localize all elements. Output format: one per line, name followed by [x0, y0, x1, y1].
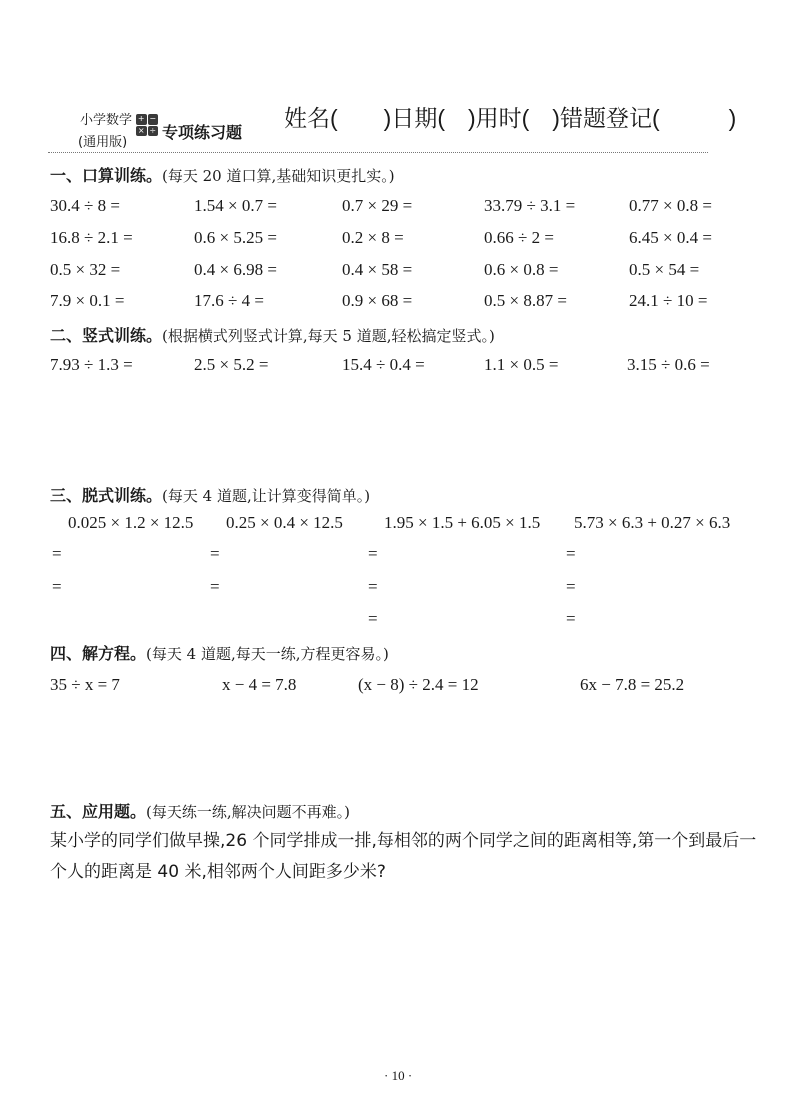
times-glyph: × [137, 125, 145, 135]
oral-item: 0.4 × 6.98 = [194, 260, 277, 279]
oral-item: 0.7 × 29 = [342, 196, 413, 215]
section-title: 三、脱式训练。 [50, 486, 163, 505]
oral-item: 0.5 × 54 = [629, 260, 700, 279]
section-vertical-heading [50, 323, 495, 346]
oral-item: 0.77 × 0.8 = [629, 196, 712, 215]
answer-line-equals: = [52, 577, 62, 596]
oral-item: 16.8 ÷ 2.1 = [50, 228, 133, 247]
answer-line-equals: = [210, 577, 220, 596]
stepwise-item: 0.025 × 1.2 × 12.5 [68, 513, 194, 532]
oral-item: 30.4 ÷ 8 = [50, 196, 120, 215]
section-note: (每天 20 道口算,基础知识更扎实。) [162, 167, 395, 185]
equation-item: 6x − 7.8 = 25.2 [580, 675, 685, 694]
section-equations-heading [50, 641, 389, 664]
plus-glyph: + [137, 114, 145, 123]
section-note: (根据横式列竖式计算,每天 5 道题,轻松搞定竖式。) [162, 327, 495, 345]
oral-item: 0.5 × 32 = [50, 260, 121, 279]
equation-item: (x − 8) ÷ 2.4 = 12 [358, 675, 479, 694]
section-title: 一、口算训练。 [50, 166, 163, 185]
logo-subject: 小学数学 [80, 113, 133, 128]
oral-item: 6.45 × 0.4 = [629, 228, 712, 247]
equation-item: 35 ÷ x = 7 [50, 675, 120, 694]
oral-item: 0.2 × 8 = [342, 228, 404, 247]
oral-item: 0.6 × 5.25 = [194, 228, 277, 247]
section-note: (每天 4 道题,每天一练,方程更容易。) [146, 645, 389, 663]
answer-line-equals: = [368, 609, 378, 628]
oral-item: 33.79 ÷ 3.1 = [484, 196, 576, 215]
oral-item: 17.6 ÷ 4 = [194, 291, 264, 310]
math-operators-icon [136, 114, 158, 136]
page-number: · 10 · [384, 1068, 413, 1083]
oral-item: 0.6 × 0.8 = [484, 260, 559, 279]
section-title: 四、解方程。 [50, 644, 147, 663]
answer-line-equals: = [368, 577, 378, 596]
section-note: (每天练一练,解决问题不再难。) [146, 803, 350, 821]
divide-glyph: ÷ [149, 125, 157, 135]
logo-edition: (通用版) [78, 135, 128, 150]
section-title: 二、竖式训练。 [50, 326, 163, 345]
answer-line-equals: = [566, 577, 576, 596]
answer-line-equals: = [368, 544, 378, 563]
answer-line-equals: = [52, 544, 62, 563]
stepwise-item: 0.25 × 0.4 × 12.5 [226, 513, 343, 532]
section-stepwise-heading [50, 483, 370, 506]
oral-item: 0.66 ÷ 2 = [484, 228, 554, 247]
oral-item: 1.54 × 0.7 = [194, 196, 277, 215]
vertical-item: 2.5 × 5.2 = [194, 355, 269, 374]
section-title: 五、应用题。 [50, 802, 147, 821]
vertical-item: 3.15 ÷ 0.6 = [627, 355, 710, 374]
oral-item: 24.1 ÷ 10 = [629, 291, 708, 310]
oral-item: 0.9 × 68 = [342, 291, 413, 310]
equation-item: x − 4 = 7.8 [222, 675, 297, 694]
answer-line-equals: = [566, 544, 576, 563]
word-problem-text: 某小学的同学们做早操,26 个同学排成一排,每相邻的两个同学之间的距离相等,第一个到最后一个人的距离是 40 米,相邻两个人间距多少米? [50, 831, 757, 882]
vertical-item: 7.93 ÷ 1.3 = [50, 355, 133, 374]
logo-title: 专项练习题 [162, 123, 243, 142]
vertical-item: 1.1 × 0.5 = [484, 355, 559, 374]
stepwise-item: 1.95 × 1.5 + 6.05 × 1.5 [384, 513, 541, 532]
oral-item: 7.9 × 0.1 = [50, 291, 125, 310]
minus-glyph: − [149, 114, 157, 123]
student-info-fields: 姓名( )日期( )用时( )错题登记( ) [284, 105, 737, 131]
stepwise-item: 5.73 × 6.3 + 0.27 × 6.3 [574, 513, 731, 532]
answer-line-equals: = [566, 609, 576, 628]
oral-item: 0.4 × 58 = [342, 260, 413, 279]
section-note: (每天 4 道题,让计算变得简单。) [162, 487, 371, 505]
header-divider [48, 152, 708, 153]
section-oral-heading [50, 163, 395, 186]
answer-line-equals: = [210, 544, 220, 563]
section-word-problem-heading [50, 799, 350, 822]
oral-item: 0.5 × 8.87 = [484, 291, 567, 310]
vertical-item: 15.4 ÷ 0.4 = [342, 355, 425, 374]
